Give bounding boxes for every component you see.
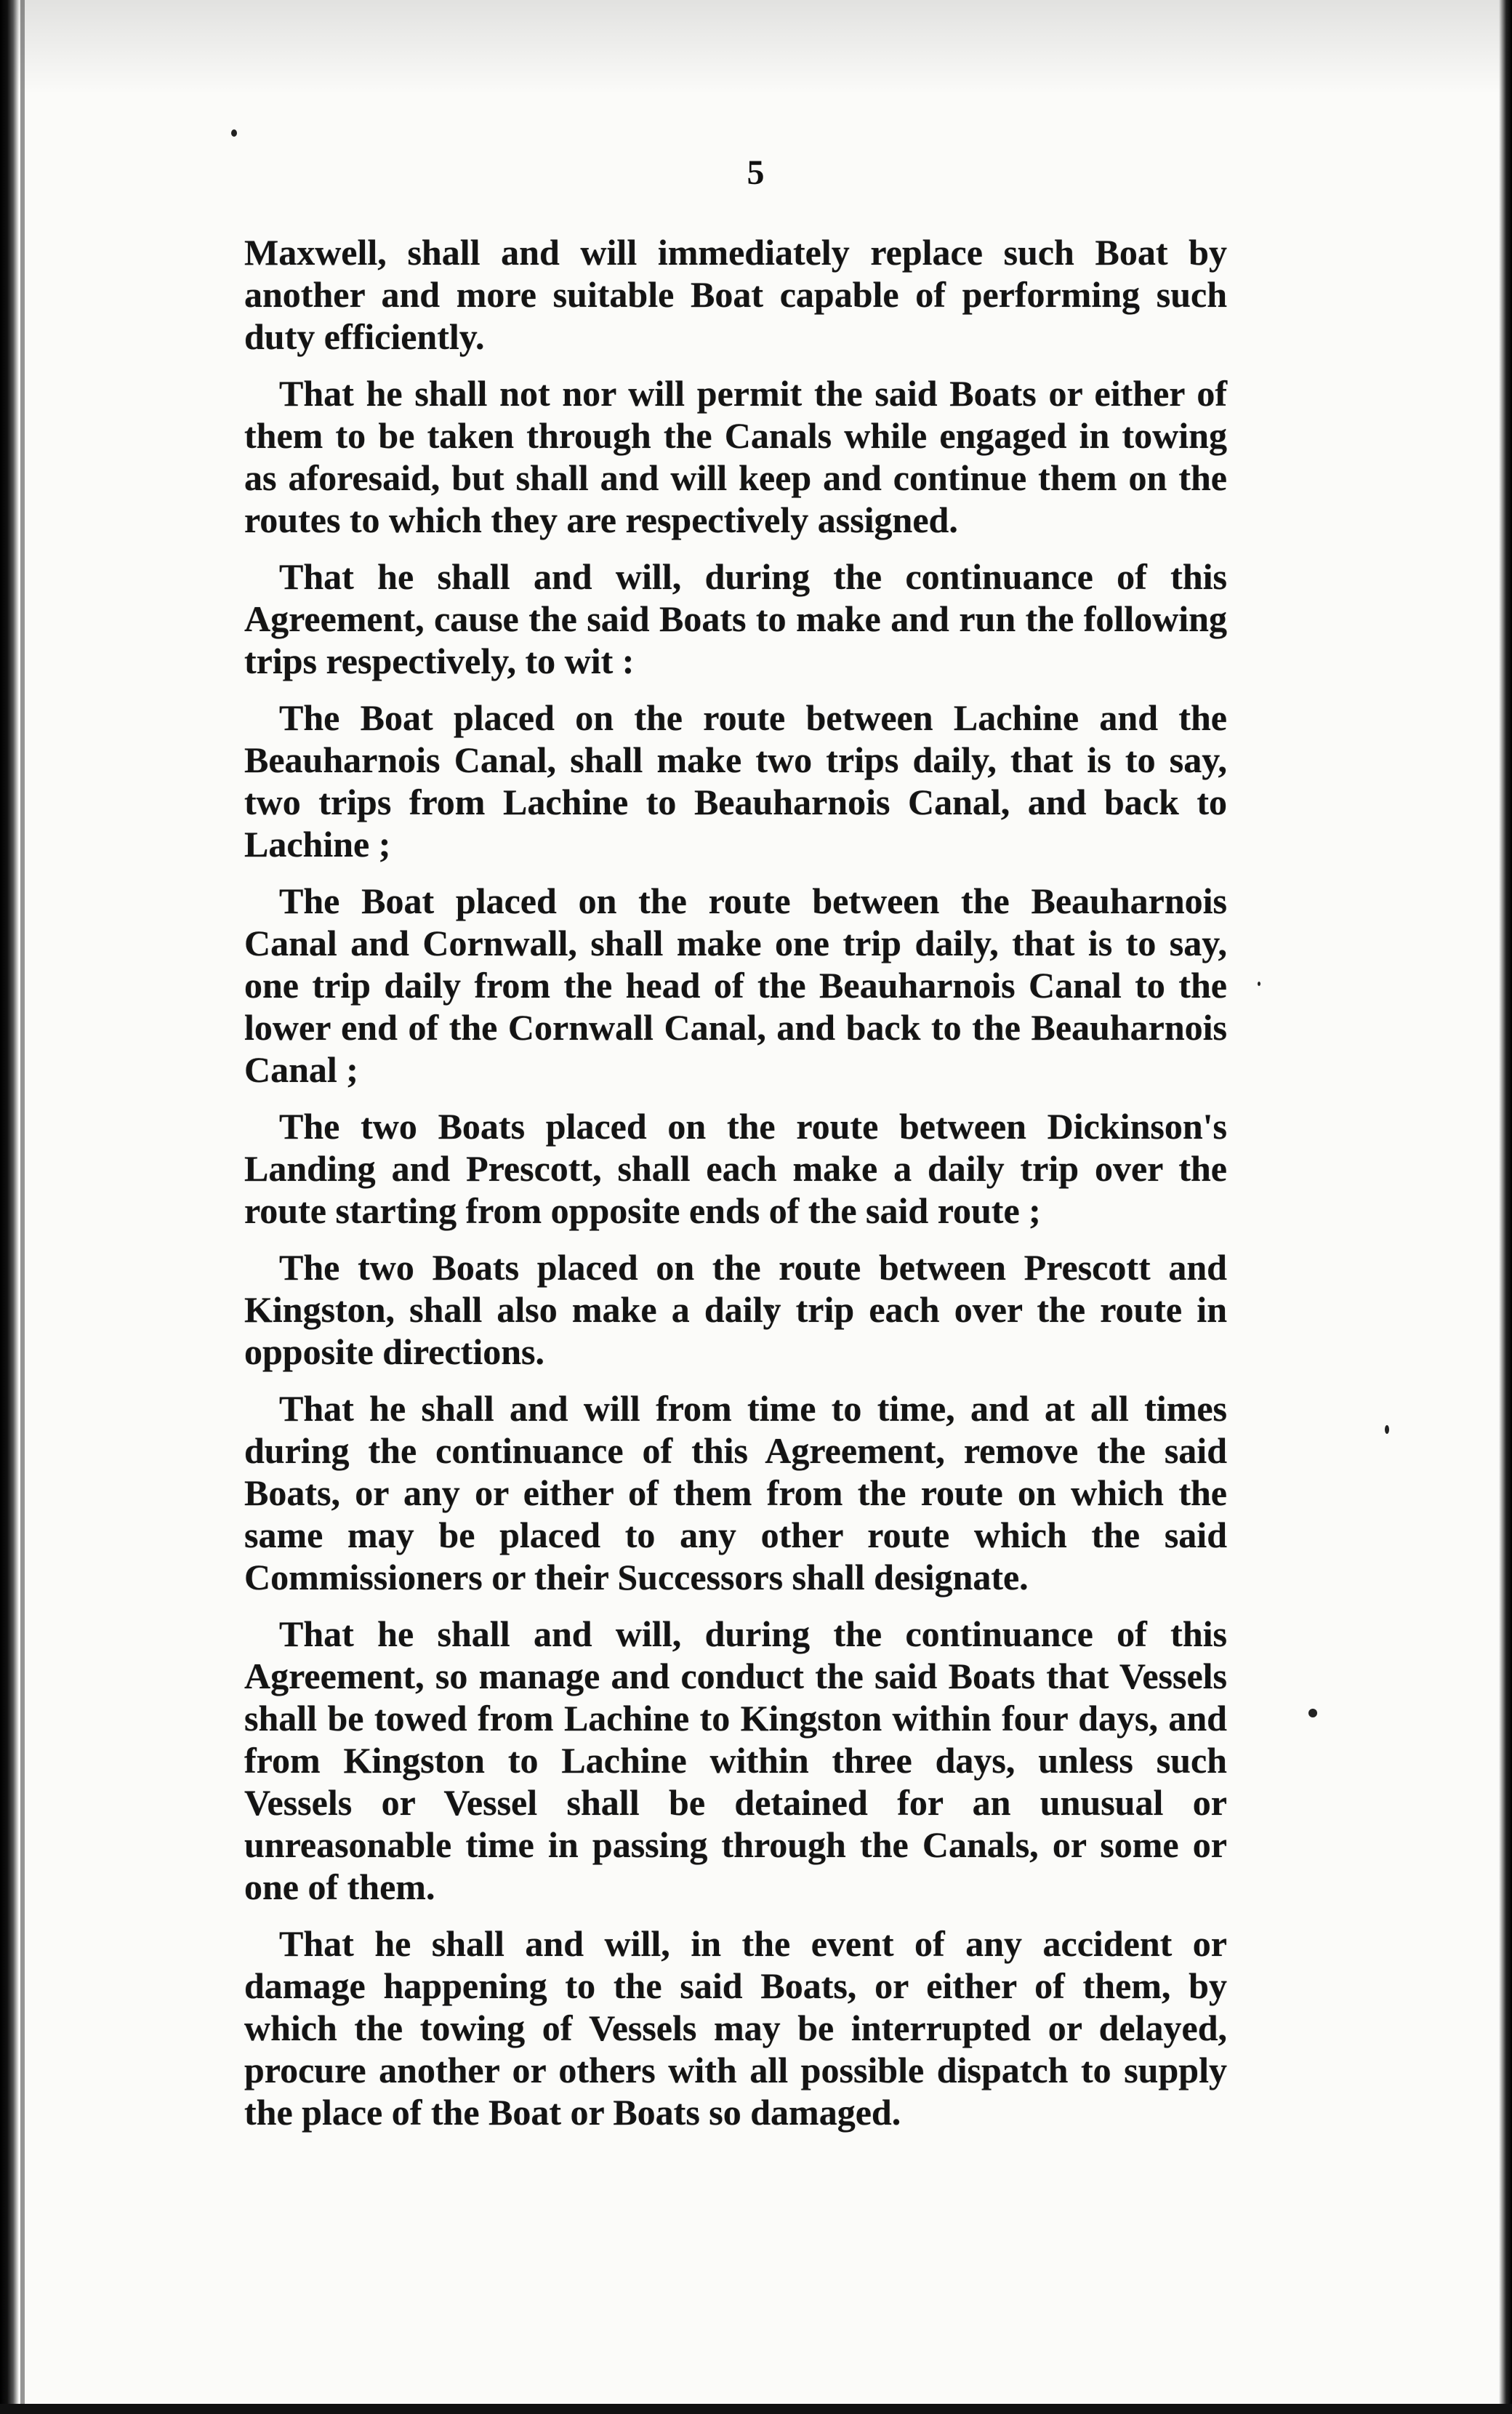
ink-speck: [1308, 1709, 1317, 1717]
paragraph-accident-clause: That he shall and will, in the event of any accident or damage happening to the said Boats, or either of them, by which the towing of Vessels may be interrupted or delayed, procure another or others with all possible dispatch to supply the place of the Boat or Boats so damaged.: [244, 1923, 1227, 2133]
paragraph-kingston-route: The two Boats placed on the route between Prescott and Kingston, shall also make a daily trip each over the route in opposite directions.: [244, 1247, 1227, 1372]
scan-left-border: [0, 0, 19, 2414]
ink-speck: [1385, 1425, 1389, 1434]
paragraph-lachine-route: The Boat placed on the route between Lachine and the Beauharnois Canal, shall make two trips daily, that is to say, two trips from Lachine to Beauharnois Canal, and back to Lachine ;: [244, 697, 1227, 865]
paragraph-dickinsons-route: The two Boats placed on the route between Dickinson's Landing and Prescott, shall each make a daily trip over the route starting from opposite ends of the said route ;: [244, 1106, 1227, 1231]
paragraph-cornwall-route: The Boat placed on the route between the Beauharnois Canal and Cornwall, shall make one trip daily, that is to say, one trip daily from the head of the Beauharnois Canal to the lower end of the Cornwall Canal, and back to the Beauharnois Canal ;: [244, 881, 1227, 1090]
page-number: 5: [747, 153, 765, 192]
body-text: [244, 231, 1227, 2148]
paragraph-towing-time-clause: That he shall and will, during the continuance of this Agreement, so manage and conduct the said Boats that Vessels shall be towed from Lachine to Kingston within four days, and from Kingston to Lachine within three days, unless such Vessels or Vessel shall be detained for an unusual or unreasonable time in passing through the Canals, or some or one of them.: [244, 1613, 1227, 1907]
paragraph-reassignment-clause: That he shall and will from time to time, and at all times during the continuance of this Agreement, remove the said Boats, or any or either of them from the route on which the same may be placed to any other route which the said Commissioners or their Successors shall designate.: [244, 1388, 1227, 1597]
ink-speck: [1258, 982, 1260, 986]
scan-top-shadow: [0, 0, 1512, 95]
paragraph-trips-clause: That he shall and will, during the continuance of this Agreement, cause the said Boats to make and run the following trips respectively, to wit :: [244, 556, 1227, 681]
scan-right-border: [1499, 0, 1512, 2414]
paragraph-continuation: Maxwell, shall and will immediately replace such Boat by another and more suitable Boat capable of performing such duty efficiently.: [244, 232, 1227, 357]
scan-bottom-border: [0, 2404, 1512, 2414]
paragraph-canals-clause: That he shall not nor will permit the said Boats or either of them to be taken through the Canals while engaged in towing as aforesaid, but shall and will keep and continue them on the routes to which they are respectively assigned.: [244, 373, 1227, 540]
scan-left-border-line: [20, 0, 25, 2414]
ink-speck: [231, 129, 237, 137]
